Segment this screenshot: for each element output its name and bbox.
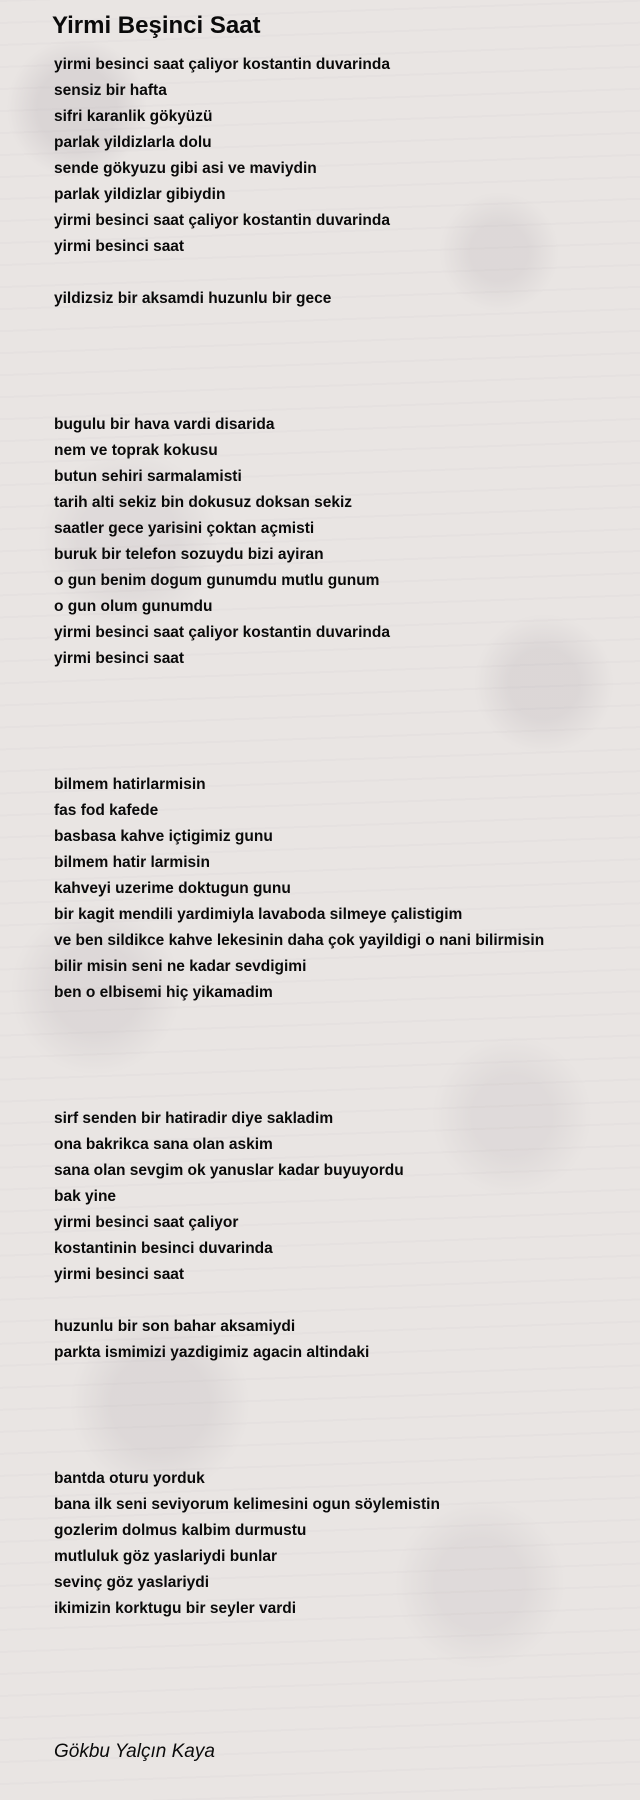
poem-line: buruk bir telefon sozuydu bizi ayiran xyxy=(54,546,324,563)
poem-line: yirmi besinci saat xyxy=(54,650,185,667)
stanza xyxy=(54,1466,624,1622)
poem-line: sende gökyuzu gibi asi ve maviydin xyxy=(54,160,317,177)
poem-line: bana ilk seni seviyorum kelimesini ogun söylemistin xyxy=(54,1496,440,1513)
poem-line: nem ve toprak kokusu xyxy=(54,442,218,459)
poem-line: sevinç göz yaslariydi xyxy=(54,1574,210,1591)
poem-line: gozlerim dolmus kalbim durmustu xyxy=(54,1522,307,1539)
stanza xyxy=(54,772,624,1006)
poem-line: yirmi besinci saat xyxy=(54,238,185,255)
poem-body xyxy=(54,52,624,1622)
poem-line: parlak yildizlar gibiydin xyxy=(54,186,226,203)
stanza-gap xyxy=(54,260,624,286)
poem-line: bilmem hatirlarmisin xyxy=(54,776,206,793)
stanza xyxy=(54,286,624,312)
poem-title: Yirmi Beşinci Saat xyxy=(52,12,261,39)
poem-line: bugulu bir hava vardi disarida xyxy=(54,416,275,433)
stanza-gap xyxy=(54,1288,624,1314)
poem-line: kostantinin besinci duvarinda xyxy=(54,1240,273,1257)
stanza xyxy=(54,412,624,672)
poem-line: o gun benim dogum gunumdu mutlu gunum xyxy=(54,572,380,589)
poem-line: sana olan sevgim ok yanuslar kadar buyuyordu xyxy=(54,1162,404,1179)
stanza xyxy=(54,1314,624,1366)
poem-line: parlak yildizlarla dolu xyxy=(54,134,212,151)
poem-line: sirf senden bir hatiradir diye sakladim xyxy=(54,1110,334,1127)
poem-line: basbasa kahve içtigimiz gunu xyxy=(54,828,273,845)
poem-line: yirmi besinci saat çaliyor kostantin duvarinda xyxy=(54,624,390,641)
poem-line: tarih alti sekiz bin dokusuz doksan sekiz xyxy=(54,494,353,511)
poem-line: bilir misin seni ne kadar sevdigimi xyxy=(54,958,307,975)
poem-line: saatler gece yarisini çoktan açmisti xyxy=(54,520,315,537)
poem-line: butun sehiri sarmalamisti xyxy=(54,468,242,485)
stanza-gap xyxy=(54,1366,624,1466)
poem-line: bak yine xyxy=(54,1188,117,1205)
poem-line: sifri karanlik gökyüzü xyxy=(54,108,213,125)
stanza xyxy=(54,1106,624,1288)
stanza xyxy=(54,52,624,260)
poem-line: yirmi besinci saat xyxy=(54,1266,185,1283)
poem-line: ikimizin korktugu bir seyler vardi xyxy=(54,1600,297,1617)
poem-line: kahveyi uzerime doktugun gunu xyxy=(54,880,291,897)
poem-line: bilmem hatir larmisin xyxy=(54,854,210,871)
poem-line: o gun olum gunumdu xyxy=(54,598,213,615)
poem-line: fas fod kafede xyxy=(54,802,159,819)
poem-line: bir kagit mendili yardimiyla lavaboda silmeye çalistigim xyxy=(54,906,463,923)
poem-line: ona bakrikca sana olan askim xyxy=(54,1136,273,1153)
poem-line: sensiz bir hafta xyxy=(54,82,167,99)
poem-line: yirmi besinci saat çaliyor kostantin duvarinda xyxy=(54,56,390,73)
poem-line: bantda oturu yorduk xyxy=(54,1470,205,1487)
stanza-gap xyxy=(54,672,624,772)
poem-line: ben o elbisemi hiç yikamadim xyxy=(54,984,273,1001)
poem-author: Gökbu Yalçın Kaya xyxy=(54,1741,215,1762)
poem-line: huzunlu bir son bahar aksamiydi xyxy=(54,1318,296,1335)
poem-line: yirmi besinci saat çaliyor xyxy=(54,1214,239,1231)
poem-line: parkta ismimizi yazdigimiz agacin altindaki xyxy=(54,1344,370,1361)
stanza-gap xyxy=(54,1006,624,1106)
poem-line: yirmi besinci saat çaliyor kostantin duvarinda xyxy=(54,212,390,229)
poem-line: mutluluk göz yaslariydi bunlar xyxy=(54,1548,278,1565)
poem-line: ve ben sildikce kahve lekesinin daha çok yayildigi o nani bilirmisin xyxy=(54,932,545,949)
poem-line: yildizsiz bir aksamdi huzunlu bir gece xyxy=(54,290,332,307)
stanza-gap xyxy=(54,312,624,412)
